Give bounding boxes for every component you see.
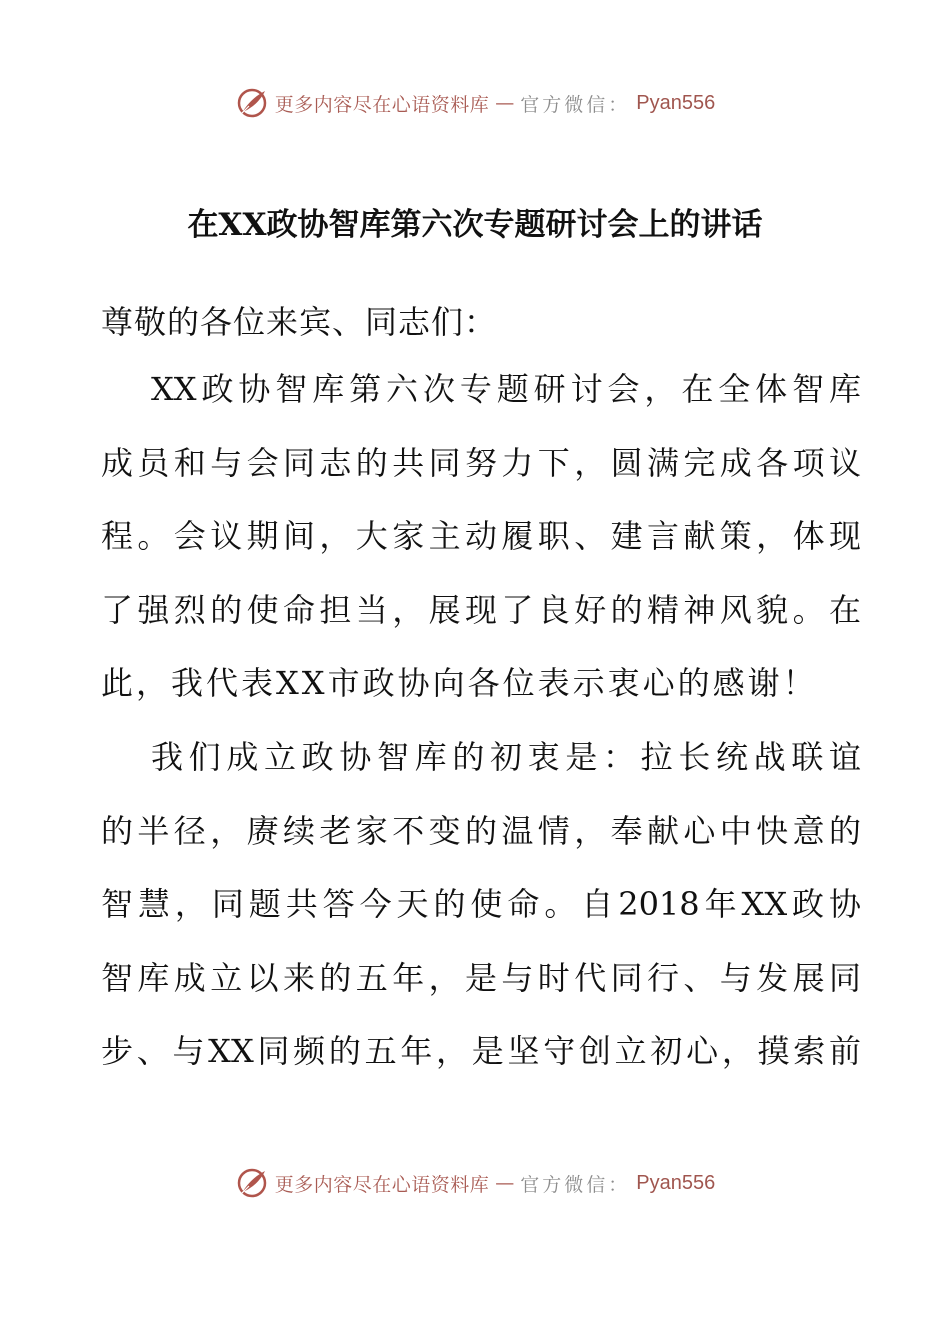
paragraph-line: XX政协智库第六次专题研讨会，在全体智库 [151, 370, 861, 408]
salutation: 尊敬的各位来宾、同志们： [101, 303, 498, 341]
watermark-label: 官方微信： [520, 1173, 631, 1196]
watermark-wechat-id: Pyan556 [636, 91, 716, 114]
paragraph-line: 的半径，赓续老家不变的温情，奉献心中快意的 [101, 811, 861, 850]
watermark-wechat-id: Pyan556 [636, 1171, 716, 1194]
paragraph-line: 程。会议期间，大家主动履职、建言献策，体现 [101, 517, 861, 555]
watermark-brand: 更多内容尽在心语资料库 [274, 93, 490, 116]
watermark-dash: — [495, 1172, 515, 1194]
watermark-label: 官方微信： [520, 93, 631, 116]
feather-quill-logo-icon [235, 1166, 269, 1200]
paragraph-line: 成员和与会同志的共同努力下，圆满完成各项议 [101, 443, 861, 482]
feather-quill-logo-icon [235, 86, 269, 120]
paragraph-line: 智慧，同题共答今天的使命。自2018年XX政协 [101, 885, 861, 923]
paragraph-line: 我们成立政协智库的初衷是：拉长统战联谊 [151, 738, 861, 776]
watermark-brand: 更多内容尽在心语资料库 [274, 1173, 490, 1196]
footer-watermark [0, 1163, 950, 1203]
paragraph-1 [101, 353, 861, 721]
paragraph-line: 步、与XX同频的五年，是坚守创立初心，摸索前 [101, 1032, 861, 1070]
paragraph-line: 此，我代表XX市政协向各位表示衷心的感谢！ [101, 664, 818, 702]
paragraph-2 [101, 721, 861, 1089]
paragraph-line: 智库成立以来的五年，是与时代同行、与发展同 [101, 958, 861, 997]
watermark-dash: — [495, 92, 515, 114]
header-watermark [0, 83, 950, 123]
document-title: 在XX政协智库第六次专题研讨会上的讲话 [187, 207, 763, 243]
paragraph-line: 了强烈的使命担当，展现了良好的精神风貌。在 [101, 590, 861, 629]
